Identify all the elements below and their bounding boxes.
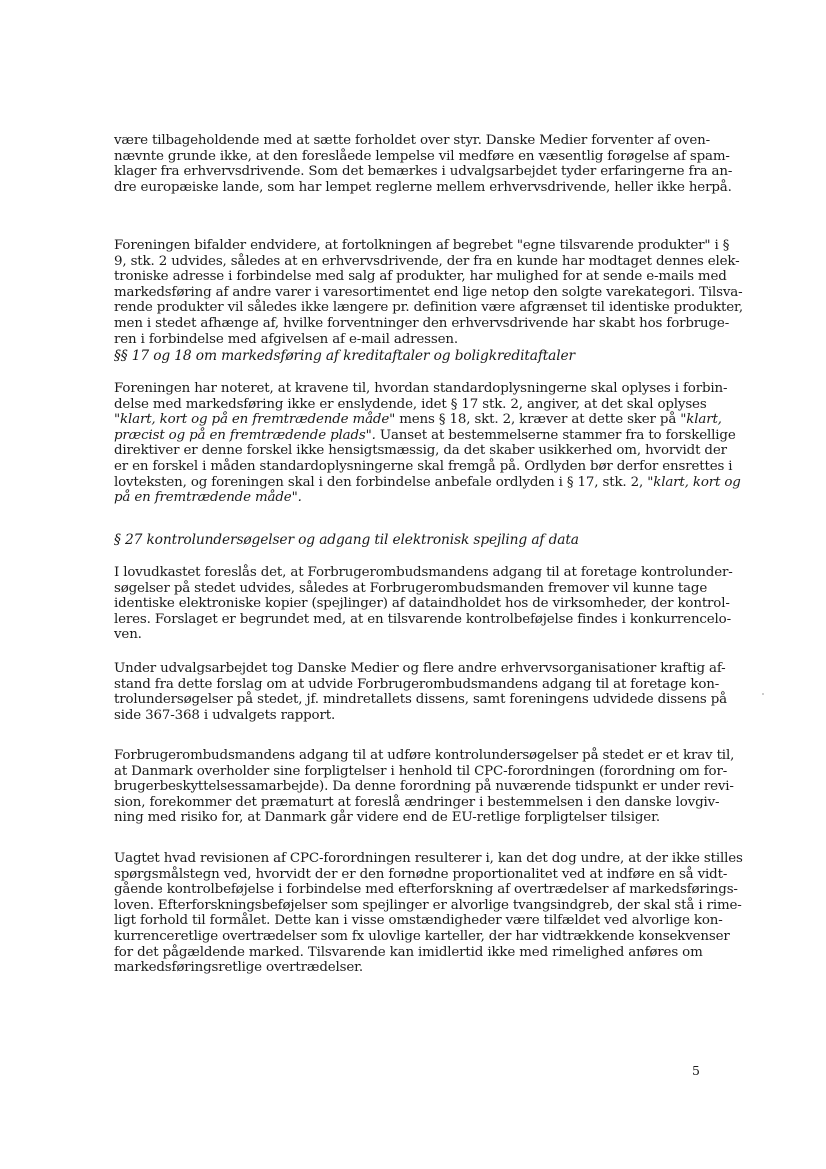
text-line: loven. Efterforskningsbeføjelser som spejlinger er alvorlige tvangsindgreb, der skal stå i rime- xyxy=(114,897,742,913)
text-line: Uagtet hvad revisionen af CPC-forordningen resulterer i, kan det dog undre, at der ikke stilles xyxy=(114,851,743,866)
text-line: sion, forekommer det præmaturt at foreslå ændringer i bestemmelsen i den danske lovgiv- xyxy=(114,794,720,810)
text-line: at Danmark overholder sine forpligtelser i henhold til CPC-forordningen (forordning om for- xyxy=(114,763,728,779)
text-line: ligt forhold til formålet. Dette kan i visse omstændigheder være tilfældet ved alvorlige kon- xyxy=(114,913,723,929)
italic-quote: "klart, kort og xyxy=(647,474,741,490)
text-line: Forbrugerombudsmandens adgang til at udføre kontrolundersøgelser på stedet er et krav til, xyxy=(114,748,735,763)
text-line: men i stedet afhænge af, hvilke forventninger den erhvervsdrivende har skabt hos forbruge- xyxy=(114,315,730,331)
text-line: være tilbageholdende med at sætte forholdet over styr. Danske Medier forventer af oven- xyxy=(114,133,710,148)
text-line: markedsføringsretlige overtrædelser. xyxy=(114,960,364,976)
paragraph-proportionality xyxy=(114,851,743,976)
text-line: identiske elektroniske kopier (spejlinger) af dataindholdet hos de virksomheder, der kontrol- xyxy=(114,596,730,612)
section-heading-text: §§ 17 og 18 om markedsføring af kreditaftaler og boligkreditaftaler xyxy=(114,348,575,364)
text-line: 9, stk. 2 udvides, således at en erhvervsdrivende, der fra en kunde har modtaget dennes elek- xyxy=(114,253,740,269)
text-line: ven. xyxy=(114,627,142,643)
text-line: stand fra dette forslag om at udvide Forbrugerombudsmandens adgang til at foretage kon- xyxy=(114,676,720,692)
paragraph-spam-complaints xyxy=(114,133,733,195)
text-line: side 367-368 i udvalgets rapport. xyxy=(114,707,336,723)
page-number: 5 xyxy=(692,1063,700,1078)
text-line: trolundersøgelser på stedet, jf. mindretallets dissens, samt foreningens udvidede dissens på xyxy=(114,692,727,708)
text-line xyxy=(114,474,741,491)
paragraph-bill-proposal xyxy=(114,565,733,643)
section-heading-credit-agreements xyxy=(114,349,714,365)
text-line: Under udvalgsarbejdet tog Danske Medier og flere andre erhvervsorganisationer kraftig af- xyxy=(114,661,726,676)
text-line: direktiver er denne forskel ikke hensigtsmæssig, da det skaber usikkerhed om, hvorvidt der xyxy=(114,443,727,459)
italic-quote: på en fremtrædende måde". xyxy=(114,490,302,506)
text-line: for det pågældende marked. Tilsvarende kan imidlertid ikke med rimelighed anføres om xyxy=(114,944,703,960)
text-line: delse med markedsføring ikke er enslydende, idet § 17 stk. 2, angiver, at det skal oplyses xyxy=(114,396,707,412)
paragraph-committee-work xyxy=(114,661,727,723)
text-line: klager fra erhvervsdrivende. Som det bemærkes i udvalgsarbejdet tyder erfaringerne fra an- xyxy=(114,164,733,180)
text-line: markedsføring af andre varer i varesortimentet end lige netop den solgte varekategori. Tilsva- xyxy=(114,284,743,300)
text-line: kurrenceretlige overtrædelser som fx ulovlige karteller, der har vidtrækkende konsekvenser xyxy=(114,928,730,944)
text-line: Foreningen bifalder endvidere, at fortolkningen af begrebet "egne tilsvarende produkter" i § xyxy=(114,238,730,253)
text-segment: mens § 18, skt. 2, kræver at dette sker på xyxy=(395,412,681,428)
text-line: ren i forbindelse med afgivelsen af e-mail adressen. xyxy=(114,331,458,347)
text-line: I lovudkastet foreslås det, at Forbrugerombudsmandens adgang til at foretage kontrolunder- xyxy=(114,565,733,580)
text-line: leres. Forslaget er begrundet med, at en tilsvarende kontrolbeføjelse findes i konkurrencelo- xyxy=(114,611,731,627)
italic-quote: "klart, kort og på en fremtrædende måde" xyxy=(114,412,396,428)
scan-speck xyxy=(762,693,764,695)
italic-quote: præcist og på en fremtrædende plads". xyxy=(114,427,376,443)
paragraph-standard-information xyxy=(114,381,741,506)
section-heading-inspections xyxy=(114,533,714,549)
paragraph-cpc-regulation xyxy=(114,748,735,826)
text-line: spørgsmålstegn ved, hvorvidt der er den fornødne proportionalitet ved at indføre en så vidt- xyxy=(114,866,728,882)
section-heading-text: § 27 kontrolundersøgelser og adgang til elektronisk spejling af data xyxy=(114,532,579,548)
text-line: er en forskel i måden standardoplysningerne skal fremgå på. Ordlyden bør derfor ensrettes i xyxy=(114,458,733,474)
text-line: gående kontrolbeføjelse i forbindelse med efterforskning af overtrædelser af markedsførings- xyxy=(114,882,738,898)
text-line xyxy=(114,427,736,444)
text-line: nævnte grunde ikke, at den foreslåede lempelse vil medføre en væsentlig forøgelse af spam- xyxy=(114,148,730,164)
text-line: ning med risiko for, at Danmark går videre end de EU-retlige forpligtelser tilsiger. xyxy=(114,810,660,826)
text-line: troniske adresse i forbindelse med salg af produkter, har mulighed for at sende e-mails med xyxy=(114,269,727,285)
text-line: søgelser på stedet udvides, således at Forbrugerombudsmanden fremover vil kunne tage xyxy=(114,580,708,596)
paragraph-similar-products xyxy=(114,238,743,347)
text-line: Foreningen har noteret, at kravene til, hvordan standardoplysningerne skal oplyses i forbin- xyxy=(114,381,728,396)
text-line xyxy=(114,490,714,506)
text-line xyxy=(114,412,722,428)
text-segment: lovteksten, og foreningen skal i den forbindelse anbefale ordlyden i § 17, stk. 2, xyxy=(114,474,648,490)
text-line: dre europæiske lande, som har lempet reglerne mellem erhvervsdrivende, heller ikke herpå. xyxy=(114,179,732,195)
text-line: brugerbeskyttelsessamarbejde). Da denne forordning på nuværende tidspunkt er under revi- xyxy=(114,779,734,795)
text-segment: Uanset at bestemmelserne stammer fra to forskellige xyxy=(375,427,736,443)
italic-quote: "klart, xyxy=(680,412,722,428)
text-line: rende produkter vil således ikke længere pr. definition være afgrænset til identiske produkter, xyxy=(114,300,743,316)
